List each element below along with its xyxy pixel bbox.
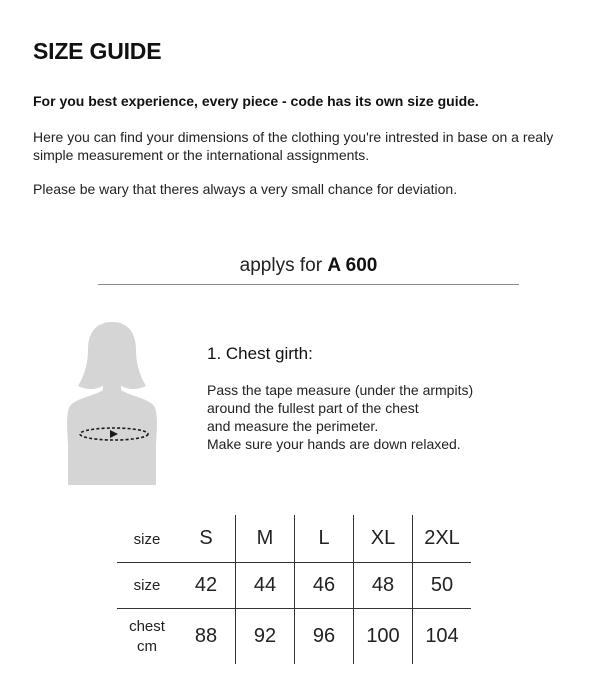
table-cell: 50	[413, 563, 472, 609]
table-cell: 88	[194, 625, 218, 647]
table-cell: 46	[295, 563, 354, 609]
instruction-line: around the fullest part of the chest	[207, 400, 419, 416]
divider	[98, 284, 519, 285]
table-row	[117, 609, 471, 665]
instruction-line: and measure the perimeter.	[207, 418, 379, 434]
table-cell: L	[295, 515, 354, 563]
applies-heading	[98, 255, 519, 277]
page-title: SIZE GUIDE	[33, 38, 162, 64]
table-row	[117, 563, 471, 609]
measure-title: 1. Chest girth:	[207, 344, 313, 363]
table-cell: 2XL	[413, 515, 472, 563]
model-code: A 600	[327, 255, 378, 276]
row-label: size	[117, 563, 177, 609]
size-table	[117, 515, 471, 664]
row-label-line: chest	[129, 617, 165, 635]
instruction-line: Make sure your hands are down relaxed.	[207, 436, 461, 452]
table-cell: 48	[354, 563, 413, 609]
table-cell: 44	[236, 563, 295, 609]
deviation-note: Please be wary that theres always a very small chance for deviation.	[33, 181, 458, 197]
female-torso-silhouette-with-tape-measure-icon	[62, 320, 162, 485]
table-cell: 100	[354, 609, 413, 665]
measure-instructions	[207, 381, 567, 453]
table-cell: S	[177, 515, 236, 563]
intro-paragraph: Here you can find your dimensions of the clothing you're intrested in base on a realy simple measurement or the international assignments.	[33, 129, 554, 163]
row-label: size	[117, 515, 177, 563]
instruction-line: Pass the tape measure (under the armpits)	[207, 382, 474, 398]
table-cell: 104	[413, 609, 472, 665]
table-cell: 42	[177, 563, 236, 609]
table-row	[117, 515, 471, 563]
table-cell: 92	[236, 609, 295, 665]
lead-text: For you best experience, every piece - code has its own size guide.	[33, 93, 479, 109]
row-label-line: cm	[137, 637, 157, 655]
applies-prefix: applys for	[239, 255, 328, 276]
table-cell: M	[236, 515, 295, 563]
table-cell: XL	[354, 515, 413, 563]
silhouette	[67, 322, 157, 485]
table-cell: 96	[295, 609, 354, 665]
row-label	[117, 609, 177, 665]
